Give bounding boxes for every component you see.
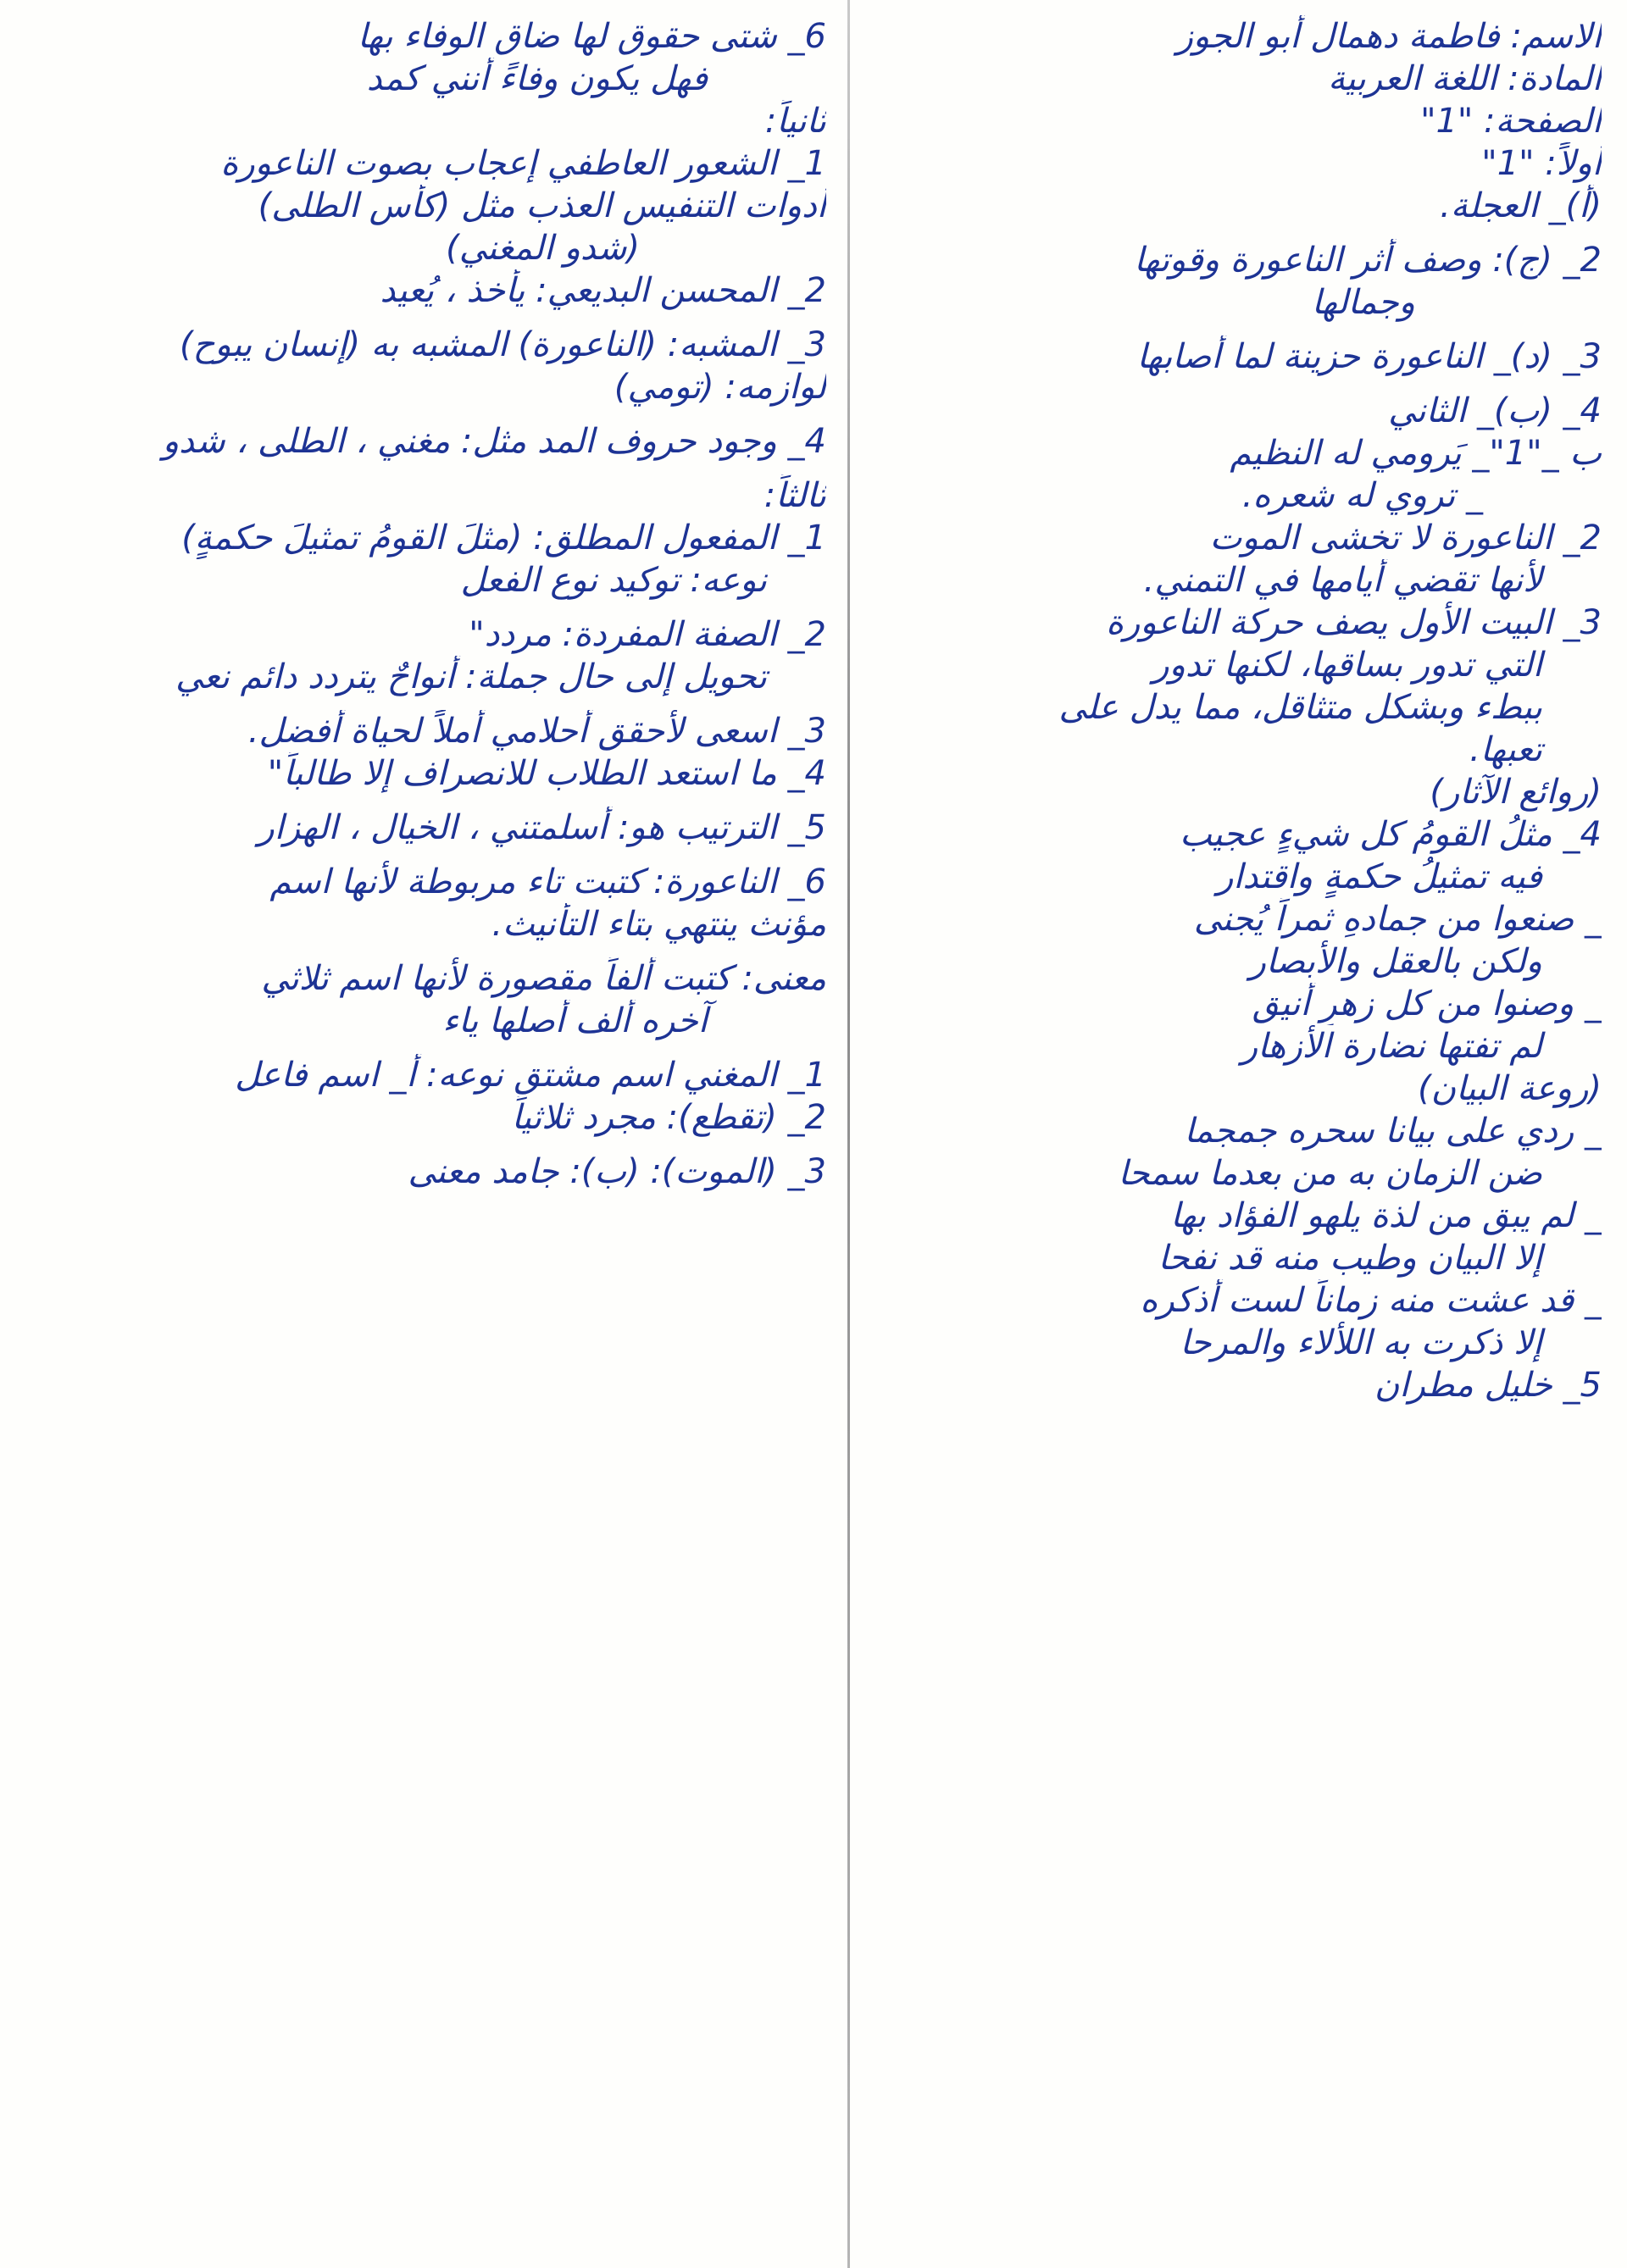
- second-q3-line2: لوازمه: (تومي): [614, 368, 826, 407]
- answer-b4-verse10: إلا البيان وطيب منه قد نفحا: [1158, 1239, 1542, 1278]
- left-verse2: فهل يكون وفاءً أنني كمد: [366, 59, 708, 98]
- second-q2: 2_ المحسن البديعي: يأخذ ، يُعيد: [380, 271, 826, 310]
- third-q1-line2: نوعه: توكيد نوع الفعل: [460, 561, 767, 600]
- subject-line: المادة: اللغة العربية: [1328, 59, 1602, 98]
- answer-b3-line2: التي تدور بساقها، لكنها تدور: [1152, 646, 1542, 685]
- answer-b3-line4: تعبها.: [1469, 730, 1542, 769]
- third-q4: 4_ ما استعد الطلاب للانصراف إلا طالباً": [267, 754, 826, 793]
- third-q5: 5_ الترتيب هو: أسلمتني ، الخيال ، الهزار: [258, 808, 826, 847]
- second-q1-line1: 1_ الشعور العاطفي إعجاب بصوت الناعورة: [220, 144, 826, 183]
- left-verse1: 6_ شتى حقوق لها ضاق الوفاء بها: [357, 17, 826, 56]
- answer-b4-title2: (روعة البيان): [1418, 1069, 1602, 1108]
- second-q4: 4_ وجود حروف المد مثل: مغني ، الطلى ، شدو: [162, 422, 826, 461]
- answer-b4-verse1: 4_ مثلُ القومُ كل شيءٍ عجيب: [1180, 815, 1602, 854]
- answer-b3-line3: ببطء وبشكل متثاقل، مما يدل على: [1058, 688, 1542, 727]
- answer-b4-verse5: _ وصنوا من كل زهرٍ أنيق: [1252, 984, 1602, 1023]
- answer-b4-verse7: _ ردي على بيانا سحره جمجما: [1184, 1112, 1602, 1151]
- right-column: [864, 15, 1610, 2252]
- answer-a3: 3_ (د)_ الناعورة حزينة لما أصابها: [1136, 337, 1602, 376]
- third-q6-line1: 6_ الناعورة: كتبت تاء مربوطة لأنها اسم: [269, 862, 826, 901]
- fourth-q3: 3_ (الموت): (ب): جامد معنى: [408, 1152, 826, 1191]
- section-second-heading: ثانياً:: [764, 102, 826, 141]
- answer-a2-line2: وجمالها: [1311, 283, 1415, 322]
- third-q2-line2: تحويل إلى حال جملة: أنواحٌ يتردد دائم نعي: [175, 657, 767, 696]
- answer-a2-line1: 2_ (ج): وصف أثر الناعورة وقوتها: [1134, 241, 1602, 280]
- answer-a4: 4_ (ب)_ الثاني: [1388, 391, 1602, 430]
- answer-b4-verse4: ولكن بالعقل والأبصار: [1249, 942, 1542, 981]
- answer-b1-line1: ب _"1"_ يَرومي له النظيم: [1230, 434, 1602, 473]
- student-name: الاسم: فاطمة دهمال أبو الجوز: [1176, 17, 1602, 56]
- answer-b4-verse9: _ لم يبق من لذة يلهو الفؤاد بها: [1170, 1196, 1602, 1235]
- second-q1-line3: (شدو المغني): [446, 229, 640, 268]
- section-first-heading: أولاً: "1": [1481, 144, 1602, 183]
- section-third-heading: ثالثاً:: [764, 476, 826, 515]
- answer-b1-line2: _ تروي له شعره.: [1241, 476, 1483, 515]
- answer-b5: 5_ خليل مطران: [1374, 1366, 1602, 1405]
- answer-b4-verse2: فيه تمثيلُ حكمةٍ واقتدار: [1217, 857, 1542, 896]
- third-q2-line1: 2_ الصفة المفردة: مردد": [469, 615, 826, 654]
- second-q1-line2: أدوات التنفيس العذب مثل (كأس الطلى): [258, 186, 826, 225]
- third-q6-line3: معنى: كتبت ألفاً مقصورة لأنها اسم ثلاثي: [261, 959, 826, 998]
- answer-b2-line1: 2_ الناعورة لا تخشى الموت: [1209, 518, 1602, 557]
- column-fold-divider: [847, 0, 850, 2268]
- left-column: [8, 15, 835, 2252]
- answer-b4-verse12: إلا ذكرت به اللألاء والمرحا: [1180, 1323, 1542, 1362]
- answer-b4-title: (روائع الآثار): [1430, 773, 1602, 812]
- answer-b4-verse3: _ صنعوا من جمادهِ ثمراً يُجنى: [1193, 900, 1602, 939]
- page-number-line: الصفحة: "1": [1420, 102, 1602, 141]
- third-q1-line1: 1_ المفعول المطلق: (مثلَ القومُ تمثيلَ حكمةٍ): [181, 518, 826, 557]
- fourth-q2: 2_ (تقطع): مجرد ثلاثياً: [511, 1098, 826, 1137]
- answer-b3-line1: 3_ البيت الأول يصف حركة الناعورة: [1106, 603, 1602, 642]
- answer-a1: (أ)_ العجلة.: [1440, 186, 1602, 225]
- answer-b2-line2: لأنها تقضي أيامها في التمني.: [1143, 561, 1542, 600]
- third-q6-line4: آخره ألف أصلها ياء: [442, 1001, 708, 1040]
- answer-b4-verse11: _ قد عشت منه زماناً لست أذكره: [1140, 1281, 1602, 1320]
- answer-b4-verse8: ضن الزمان به من بعدما سمحا: [1118, 1154, 1542, 1193]
- third-q3: 3_ اسعى لأحقق أحلامي أملاً لحياة أفضل.: [247, 712, 826, 751]
- third-q6-line2: مؤنث ينتهي بتاء التأنيث.: [491, 905, 826, 944]
- answer-b4-verse6: لم تفتها نضارة الأزهار: [1241, 1027, 1542, 1066]
- second-q3-line1: 3_ المشبه: (الناعورة) المشبه به (إنسان يبوح): [179, 325, 826, 364]
- fourth-q1: 1_ المغني اسم مشتق نوعه: أ_ اسم فاعل: [235, 1056, 826, 1095]
